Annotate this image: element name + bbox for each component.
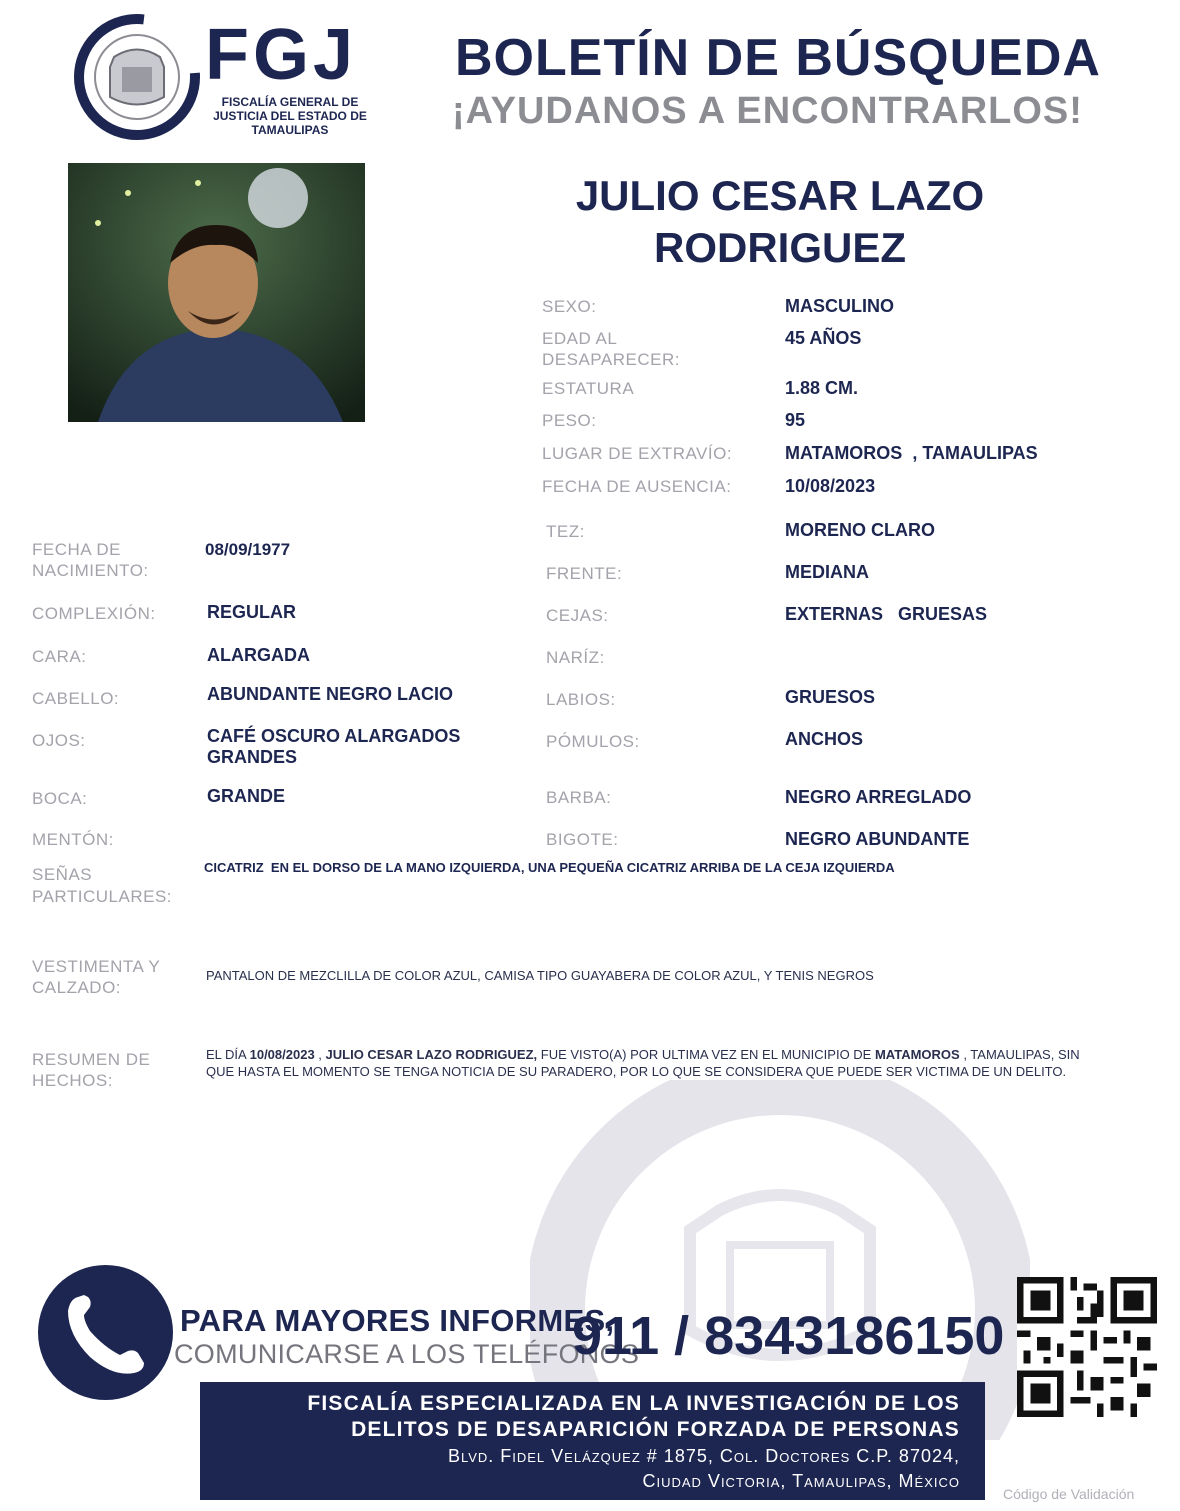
missing-person-photo xyxy=(68,163,365,422)
contact-note: COMUNICARSE A LOS TELÉFONOS xyxy=(174,1339,640,1369)
logo-text: FGJ xyxy=(205,15,358,95)
tez-value: MORENO CLARO xyxy=(785,520,935,540)
fecha-ausencia-value: 10/08/2023 xyxy=(785,476,876,496)
ojos-value-1: CAFÉ OSCURO ALARGADOS xyxy=(207,726,461,746)
vestimenta-value: PANTALON DE MEZCLILLA DE COLOR AZUL, CAMISA TIPO GUAYABERA DE COLOR AZUL, Y TENIS NEGROS xyxy=(206,968,874,983)
estatura-value: 1.88 CM. xyxy=(785,378,859,398)
fgj-seal-logo xyxy=(72,12,202,142)
frente-value: MEDIANA xyxy=(785,562,869,582)
resumen-text xyxy=(206,1046,1106,1080)
resumen-name: JULIO CESAR LAZO RODRIGUEZ, xyxy=(325,1047,538,1062)
phone-numbers[interactable]: 911 / 8343186150 xyxy=(572,1306,1005,1366)
bigote-value: NEGRO ABUNDANTE xyxy=(785,829,970,849)
bulletin-subtitle: ¡AYUDANOS A ENCONTRARLOS! xyxy=(452,90,1083,132)
nacimiento-value: 08/09/1977 xyxy=(205,540,291,559)
nariz-label: NARÍZ: xyxy=(546,648,605,667)
edad-label-2: DESAPARECER: xyxy=(542,350,680,369)
vestimenta-label-2: CALZADO: xyxy=(32,978,122,997)
peso-label: PESO: xyxy=(542,411,597,430)
pomulos-value: ANCHOS xyxy=(785,729,864,749)
cara-value: ALARGADA xyxy=(207,645,310,665)
cabello-label: CABELLO: xyxy=(32,689,120,708)
footer-address: Blvd. Fidel Velázquez # 1875, Col. Doctores C.P. 87024, xyxy=(447,1446,960,1466)
qr-code[interactable] xyxy=(1017,1277,1157,1417)
edad-value: 45 AÑOS xyxy=(785,328,862,348)
nacimiento-label-2: NACIMIENTO: xyxy=(32,561,149,580)
more-info-text: PARA MAYORES INFORMES, xyxy=(180,1303,615,1338)
cabello-value: ABUNDANTE NEGRO LACIO xyxy=(207,684,453,704)
phone-circle xyxy=(38,1265,173,1400)
cejas-value: EXTERNAS GRUESAS xyxy=(785,604,988,624)
boca-value: GRANDE xyxy=(207,786,286,806)
footer-line2: DELITOS DE DESAPARICIÓN FORZADA DE PERSONAS xyxy=(351,1418,960,1441)
footer-city: Ciudad Victoria, Tamaulipas, México xyxy=(642,1471,960,1491)
complexion-label: COMPLEXIÓN: xyxy=(32,604,156,623)
resumen-part: , TAMAULIPAS, SIN QUE HASTA EL MOMENTO SE TENGA NOTICIA DE SU PARADERO, POR LO QUE SE CONSIDERA QUE PUEDE SER VICTIMA DE UN DELITO. xyxy=(206,1047,1080,1079)
person-name-line2: RODRIGUEZ xyxy=(654,224,906,271)
footer-box xyxy=(200,1382,985,1500)
resumen-label-2: HECHOS: xyxy=(32,1071,113,1090)
phone-icon xyxy=(38,1265,173,1400)
person-name-line1: JULIO CESAR LAZO xyxy=(575,172,985,219)
bulletin-title: BOLETÍN DE BÚSQUEDA xyxy=(455,29,1101,87)
labios-label: LABIOS: xyxy=(546,690,616,709)
pomulos-label: PÓMULOS: xyxy=(546,732,640,751)
senas-value: CICATRIZ EN EL DORSO DE LA MANO IZQUIERDA, UNA PEQUEÑA CICATRIZ ARRIBA DE LA CEJA IZQUIERDA xyxy=(204,860,895,875)
barba-value: NEGRO ARREGLADO xyxy=(785,787,972,807)
bigote-label: BIGOTE: xyxy=(546,830,619,849)
complexion-value: REGULAR xyxy=(207,602,296,622)
labios-value: GRUESOS xyxy=(785,687,876,707)
logo-subtitle: FISCALÍA GENERAL DE JUSTICIA DEL ESTADO DE TAMAULIPAS xyxy=(213,95,367,137)
cejas-label: CEJAS: xyxy=(546,606,609,625)
ojos-label: OJOS: xyxy=(32,731,86,750)
senas-label-2: PARTICULARES: xyxy=(32,887,173,906)
vestimenta-label-1: VESTIMENTA Y xyxy=(32,957,161,976)
resumen-place: MATAMOROS xyxy=(874,1047,960,1062)
resumen-date: 10/08/2023 xyxy=(249,1047,315,1062)
menton-label: MENTÓN: xyxy=(32,830,114,849)
resumen-part: EL DÍA xyxy=(206,1047,250,1062)
estatura-label: ESTATURA xyxy=(542,379,635,398)
senas-label-1: SEÑAS xyxy=(32,865,93,884)
ojos-value-2: GRANDES xyxy=(207,747,298,767)
resumen-part: , xyxy=(314,1047,326,1062)
person-name xyxy=(520,170,1040,274)
boca-label: BOCA: xyxy=(32,789,88,808)
barba-label: BARBA: xyxy=(546,788,612,807)
fecha-ausencia-label: FECHA DE AUSENCIA: xyxy=(542,477,732,496)
sexo-value: MASCULINO xyxy=(785,296,894,316)
footer-line1: FISCALÍA ESPECIALIZADA EN LA INVESTIGACIÓN DE LOS xyxy=(307,1392,960,1415)
resumen-label-1: RESUMEN DE xyxy=(32,1050,151,1069)
nacimiento-label-1: FECHA DE xyxy=(32,540,122,559)
frente-label: FRENTE: xyxy=(546,564,623,583)
lugar-label: LUGAR DE EXTRAVÍO: xyxy=(542,444,733,463)
lugar-value: MATAMOROS , TAMAULIPAS xyxy=(785,443,1038,463)
sexo-label: SEXO: xyxy=(542,297,597,316)
tez-label: TEZ: xyxy=(546,522,585,541)
edad-label-1: EDAD AL xyxy=(542,329,618,348)
qr-caption: Código de Validación xyxy=(1003,1486,1135,1502)
peso-value: 95 xyxy=(785,410,806,430)
resumen-part: FUE VISTO(A) POR ULTIMA VEZ EN EL MUNICIPIO DE xyxy=(537,1047,875,1062)
cara-label: CARA: xyxy=(32,647,87,666)
